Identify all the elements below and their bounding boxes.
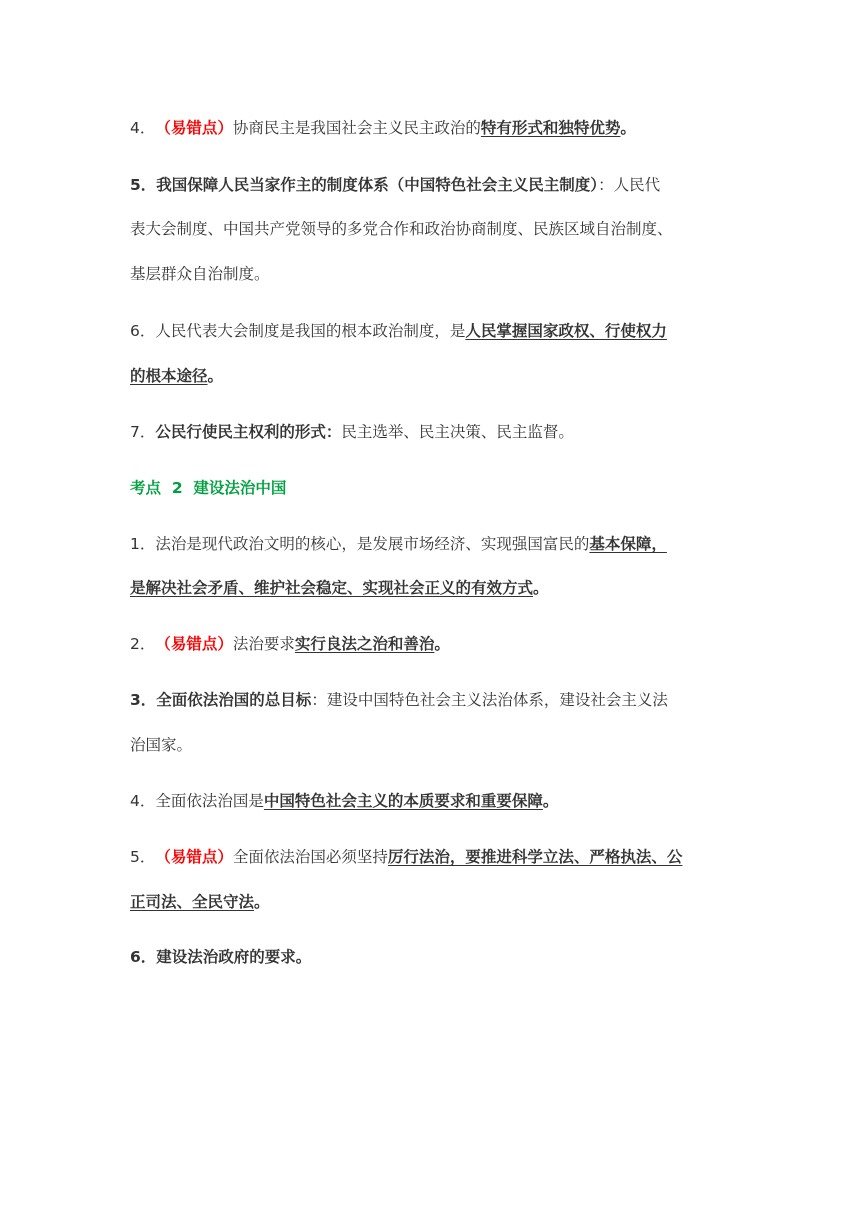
item-5-line-1	[130, 175, 730, 195]
item-text: 法治是现代政治文明的核心，是发展市场经济、实现强国富民的	[155, 535, 590, 553]
item-6-line-1	[130, 321, 730, 341]
item-number: 5．	[130, 848, 156, 866]
item-number: 6．	[130, 322, 156, 340]
item-number: 4．	[130, 119, 156, 137]
item-text: ：建设中国特色社会主义法治体系，建设社会主义法	[311, 691, 668, 709]
item-end: 。	[254, 893, 270, 911]
item-end: 。	[542, 792, 559, 810]
item-end: 。	[620, 119, 636, 137]
section-number: 2	[171, 479, 183, 497]
error-prone-tag: （易错点）	[155, 848, 233, 866]
item-end: 。	[434, 635, 450, 653]
key-point: 人民掌握国家政权、行使权力	[465, 322, 667, 340]
section-label: 考点	[130, 479, 162, 497]
key-point: 基本保障，	[589, 535, 667, 553]
item-number: 7．	[130, 423, 156, 441]
item-text: 全面依法治国是	[155, 792, 264, 810]
item-text: 人民代表大会制度是我国的根本政治制度，是	[155, 322, 466, 340]
item-number: 2．	[130, 635, 156, 653]
item-number: 3．	[130, 691, 157, 709]
key-point: 中国特色社会主义的本质要求和重要保障	[263, 792, 543, 810]
key-point: 是解决社会矛盾、维护社会稳定、实现社会正义的有效方式	[130, 579, 534, 597]
key-point: 的根本途径	[130, 367, 208, 385]
item-number: 4．	[130, 792, 156, 810]
section-title: 建设法治中国	[193, 479, 287, 497]
error-prone-tag: （易错点）	[155, 119, 233, 137]
item-7-line	[130, 422, 730, 442]
item2-5-line-2	[130, 892, 730, 912]
item-text: 法治要求	[232, 635, 295, 653]
key-point: 厉行法治，要推进科学立法、严格执法、公	[387, 848, 683, 866]
item2-1-line-1	[130, 534, 730, 554]
item2-3-line-2: 治国家。	[130, 736, 193, 754]
item2-1-line-2	[130, 578, 730, 598]
key-point: 正司法、全民守法	[130, 893, 255, 911]
item-number: 1．	[130, 535, 156, 553]
item-4-line	[130, 118, 730, 138]
item2-5-line-1	[130, 847, 730, 867]
item-end: 。	[533, 579, 549, 597]
item-text: ：人民代	[598, 176, 661, 194]
error-prone-tag: （易错点）	[155, 635, 233, 653]
item-heading: 全面依法治国的总目标	[156, 691, 312, 709]
key-point: 实行良法之治和善治	[294, 635, 435, 653]
item-heading: 我国保障人民当家作主的制度体系（中国特色社会主义民主制度）	[156, 176, 599, 194]
key-point: 特有形式和独特优势	[480, 119, 621, 137]
item2-2-line	[130, 634, 730, 654]
item2-6-line	[130, 947, 730, 967]
item2-4-line	[130, 791, 730, 811]
item-text: 全面依法治国必须坚持	[232, 848, 388, 866]
item-5-line-3: 基层群众自治制度。	[130, 265, 270, 283]
item-6-line-2	[130, 366, 730, 386]
item-5-line-2: 表大会制度、中国共产党领导的多党合作和政治协商制度、民族区域自治制度、	[130, 220, 673, 238]
item2-3-line-1	[130, 690, 730, 710]
item-text: 民主选举、民主决策、民主监督。	[341, 423, 574, 441]
item-end: 。	[207, 367, 224, 385]
item-number: 6．	[130, 948, 157, 966]
section-heading	[130, 478, 730, 498]
item-heading: 建设法治政府的要求。	[156, 948, 312, 966]
item-text: 协商民主是我国社会主义民主政治的	[232, 119, 481, 137]
item-number: 5．	[130, 176, 157, 194]
item-heading: 公民行使民主权利的形式：	[155, 423, 342, 441]
